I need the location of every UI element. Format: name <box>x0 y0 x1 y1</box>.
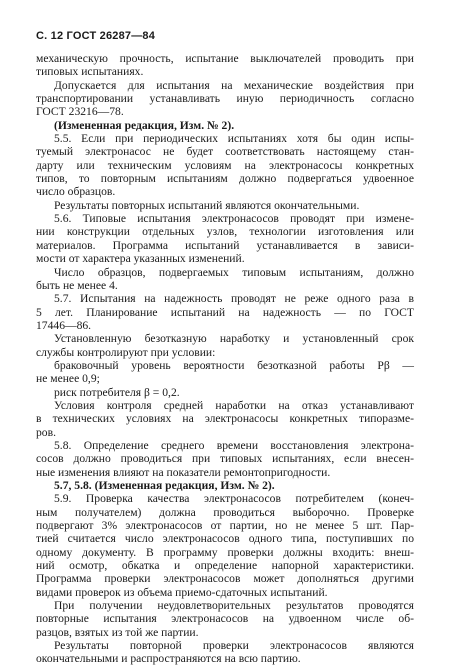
text-line: тией считается число электронасосов одного типа, поступивших по <box>36 532 414 546</box>
text-line: окончательными и распространяются на всю партию. <box>36 652 301 666</box>
text-line: Допускается для испытания на механические воздействия при <box>54 78 414 92</box>
text-line: ров. <box>36 425 56 439</box>
text-line: ГОСТ 23216—78. <box>36 105 124 119</box>
text-line: повторные испытания электронасосов на удвоенном числе об- <box>36 612 414 626</box>
text-line: При получении неудовлетворительных результатов проводятся <box>54 599 414 613</box>
text-line: браковочный уровень вероятности безотказной работы Pβ — <box>54 358 414 372</box>
text-line: Программа проверки электронасосов может дополняться другими <box>36 572 414 586</box>
text-line: 5.7, 5.8. (Измененная редакция, Изм. № 2). <box>54 479 275 492</box>
text-line: Число образцов, подвергаемых типовым испытаниям, должно <box>54 265 414 279</box>
text-line: туемый электронасос не будет соответствовать настоящему стан- <box>36 145 414 159</box>
text-line: 5.9. Проверка качества электронасосов потребителем (конеч- <box>54 492 414 506</box>
text-line: типовых испытаниях. <box>36 65 144 79</box>
text-line: типов, то повторным испытаниям должно подвергаться удвоенное <box>36 172 414 186</box>
text-line: видами проверок из объема приемо-сдаточных испытаний. <box>36 585 328 599</box>
text-line: (Измененная редакция, Изм. № 2). <box>54 118 235 132</box>
text-line: Результаты повторной проверки электронасосов являются <box>54 639 414 653</box>
text-line: 5.7. Испытания на надежность проводят не реже одного раза в <box>54 292 414 306</box>
text-line: Условия контроля средней наработки на отказ устанавливают <box>54 398 414 412</box>
text-line: 5 лет. Планирование испытаний на надежность — по ГОСТ <box>36 305 414 319</box>
text-line: транспортировании устанавливать иную периодичность согласно <box>36 92 414 106</box>
text-line: подвергают 3% электронасосов от партии, но не менее 5 шт. Пар- <box>36 519 414 533</box>
text-line: мости от характера указанных изменений. <box>36 252 245 266</box>
text-line: 5.8. Определение среднего времени восстановления электрона- <box>54 438 414 452</box>
text-line: материалов. Программа испытаний устанавливается в зависи- <box>36 238 414 252</box>
text-line: Установленную безотказную наработку и установленный срок <box>54 332 414 346</box>
text-line: 5.6. Типовые испытания электронасосов проводят при измене- <box>54 212 414 226</box>
text-line: в технических условиях на электронасосы конкретных типоразме- <box>36 412 414 426</box>
text-line: ным получателем) должна проводиться выборочно. Проверке <box>36 505 414 519</box>
text-line: число образцов. <box>36 185 116 199</box>
text-line: сосов должно проводиться при типовых испытаниях, если внесен- <box>36 452 414 466</box>
text-line: 17446—86. <box>36 318 92 332</box>
text-line: ний осмотр, обкатка и определение напорной характеристики. <box>36 559 414 573</box>
text-line: Результаты повторных испытаний являются окончательными. <box>54 198 360 212</box>
text-line: быть не менее 4. <box>36 278 118 292</box>
document-body <box>36 52 414 666</box>
text-line: механическую прочность, испытание выключателей проводить при <box>36 52 414 65</box>
text-line: службы контролируют при условии: <box>36 345 216 359</box>
text-line: не менее 0,9; <box>36 372 100 386</box>
page-header: С. 12 ГОСТ 26287—84 <box>36 30 156 42</box>
text-line: риск потребителя β = 0,2. <box>54 385 180 399</box>
text-line: ные изменения влияют на показатели ремонтопригодности. <box>36 465 331 479</box>
text-line: нии конструкции отдельных узлов, технологии изготовления или <box>36 225 414 239</box>
text-line: одному документу. В программу проверки должны входить: внеш- <box>36 545 414 559</box>
text-line: дарту или техническим условиям на электронасосы конкретных <box>36 158 414 172</box>
text-line: разцов, взятых из той же партии. <box>36 625 199 639</box>
text-line: 5.5. Если при периодических испытаниях хотя бы один испы- <box>54 132 414 146</box>
